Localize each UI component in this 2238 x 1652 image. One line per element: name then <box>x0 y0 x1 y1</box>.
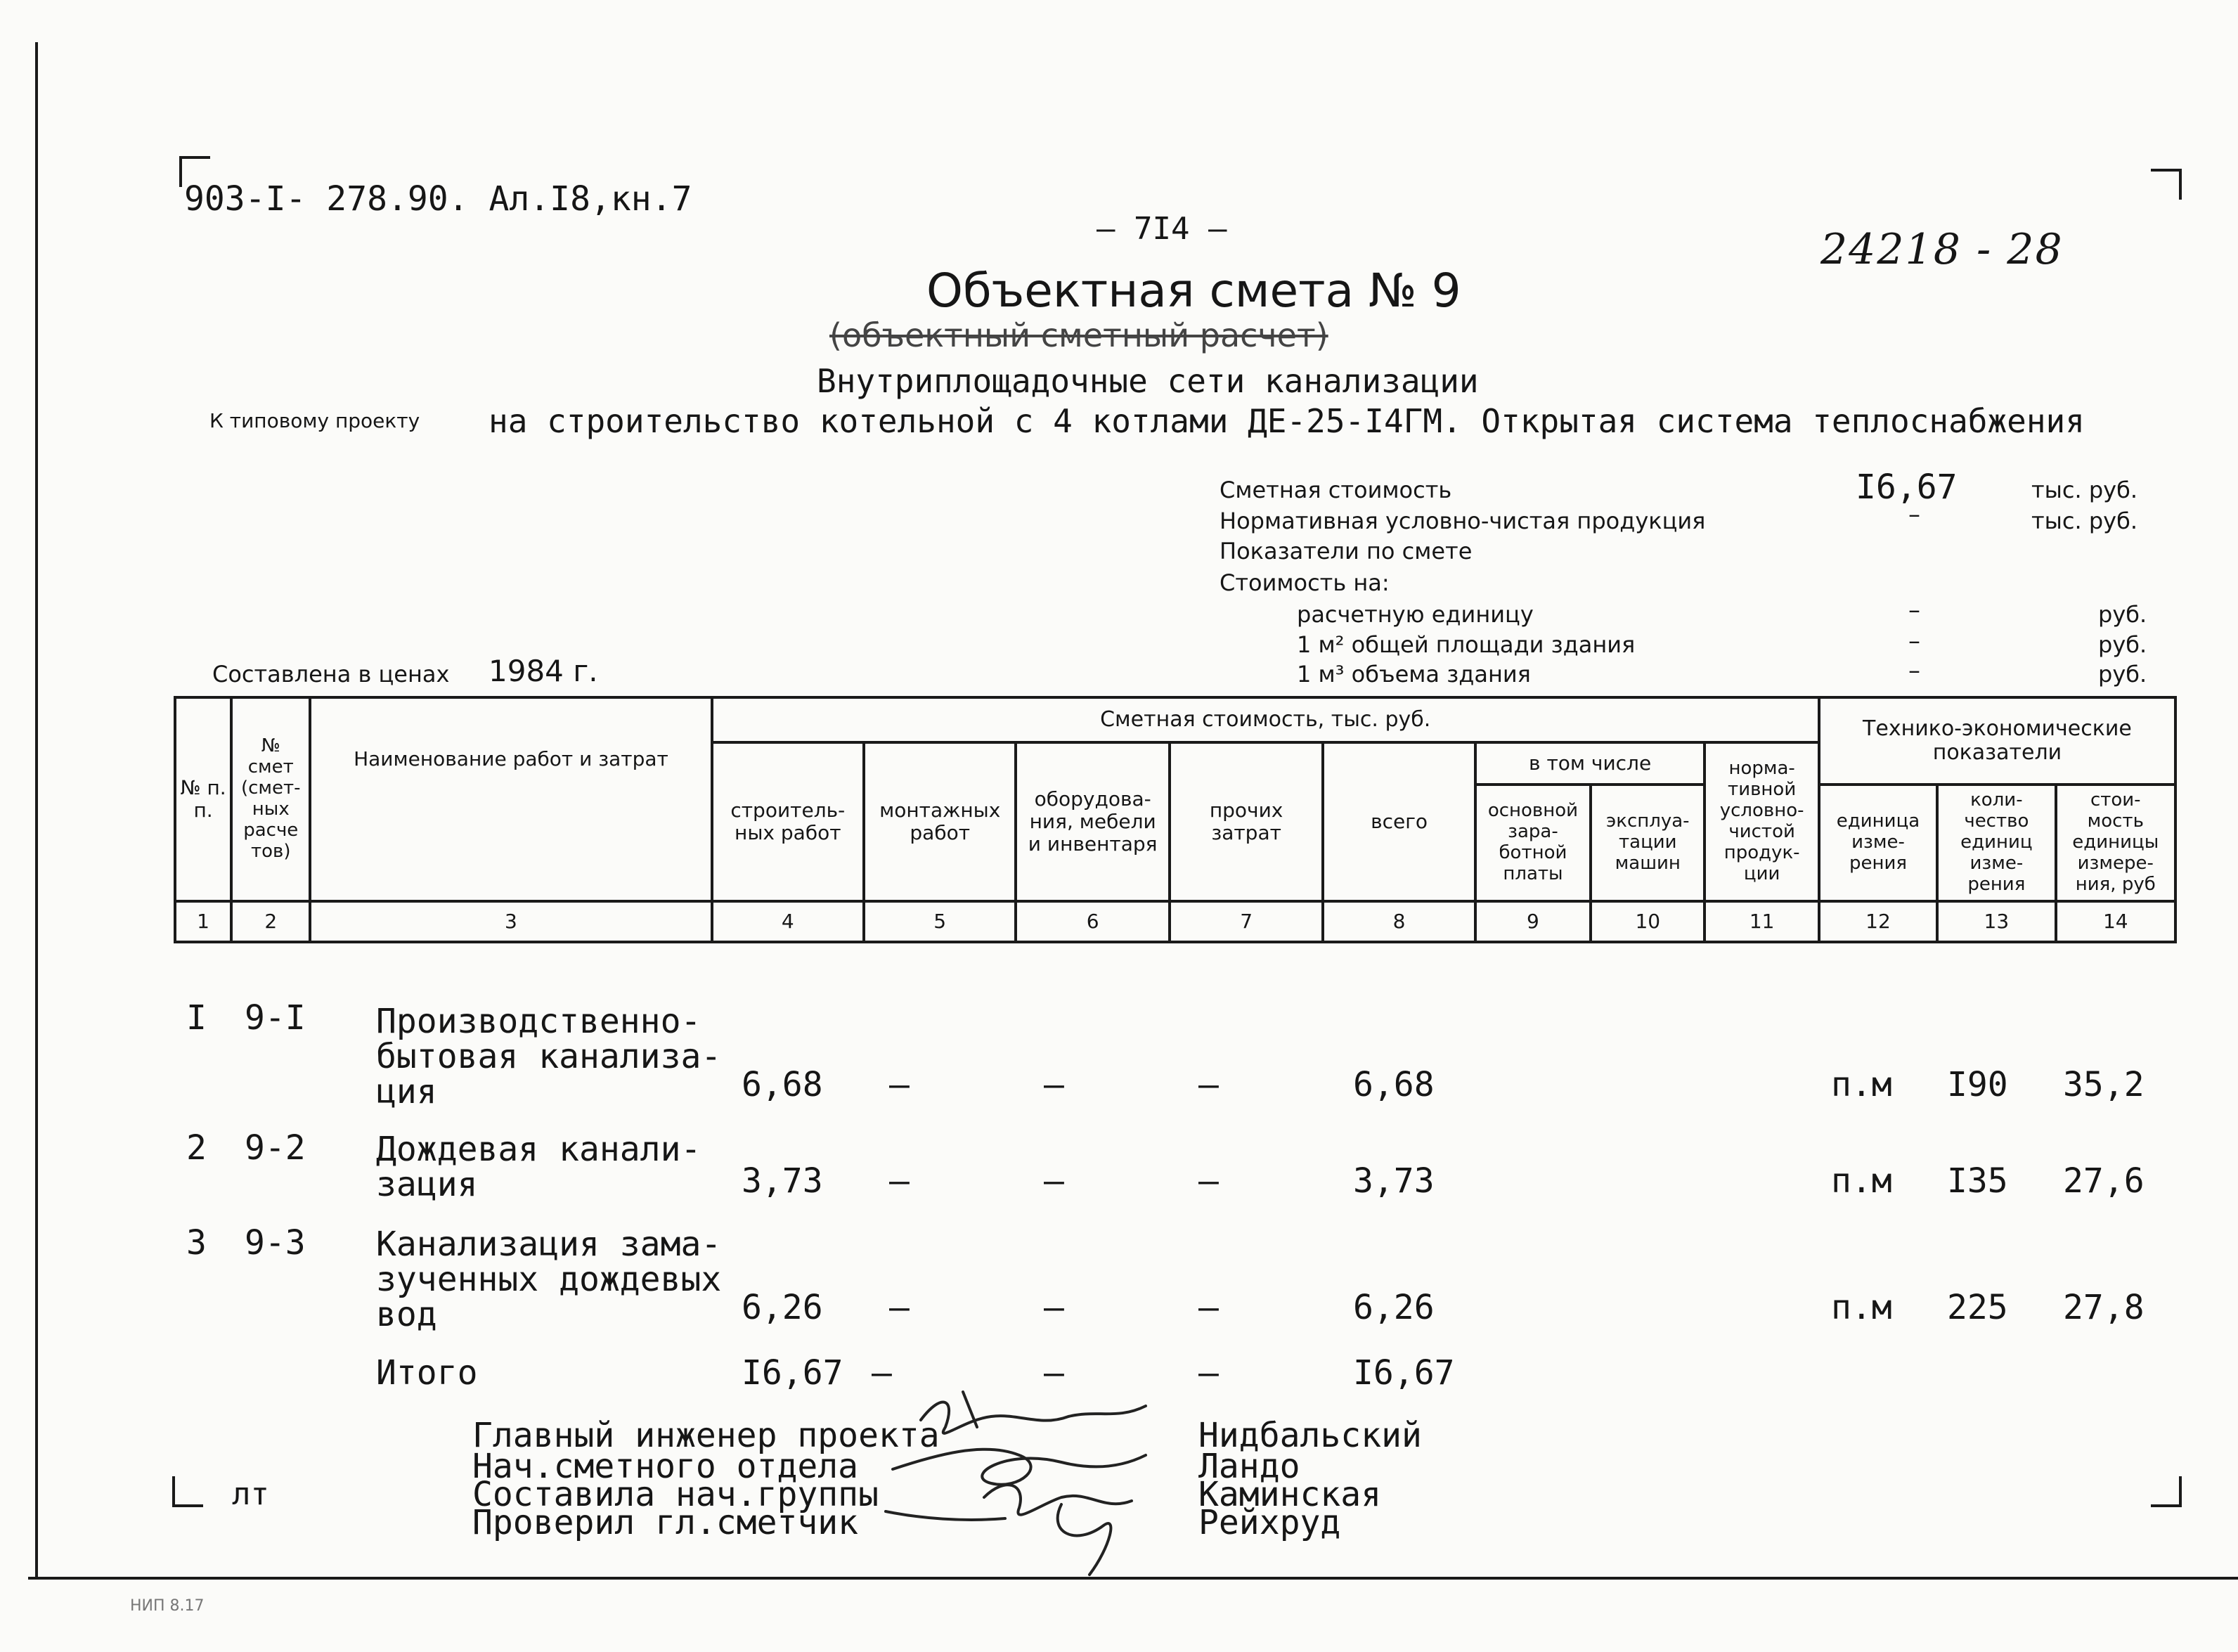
document-subtitle: Внутриплощадочные сети канализации <box>817 362 1479 400</box>
corner-mark-bottom-left <box>172 1476 203 1507</box>
total-mont-cost: – <box>872 1353 892 1393</box>
document-code: 903-I- 278.90. Ал.I8,кн.7 <box>184 179 692 219</box>
header-col-1: № п. п. <box>175 697 231 901</box>
row-name: Производственно- бытовая канализа- ция <box>376 1002 722 1111</box>
row-equip-cost: – <box>1044 1161 1064 1201</box>
row-equip-cost: – <box>1044 1065 1064 1104</box>
signature-name: Нидбальский <box>1198 1416 1422 1455</box>
summary-value: – <box>1908 596 1920 624</box>
row-mont-cost: – <box>889 1161 910 1201</box>
column-number: 5 <box>864 901 1016 942</box>
struck-subtitle: (объектный сметный расчет) <box>829 316 1328 354</box>
project-prefix: К типовому проекту <box>209 409 420 432</box>
summary-label: Показатели по смете <box>1220 538 1473 564</box>
signature-name: Каминская <box>1198 1475 1382 1514</box>
total-label: Итого <box>376 1353 478 1393</box>
summary-label: 1 м³ объема здания <box>1297 661 1531 688</box>
row-build-cost: 6,68 <box>742 1065 823 1104</box>
summary-label: Нормативная условно-чистая продукция <box>1220 508 1706 534</box>
summary-value: I6,67 <box>1856 467 1958 507</box>
row-number: 3 <box>186 1223 207 1263</box>
header-col-6: оборудова- ния, мебели и инвентаря <box>1016 742 1169 901</box>
summary-unit: тыс. руб. <box>2031 508 2137 534</box>
header-col-10: эксплуа- тации машин <box>1591 785 1705 901</box>
column-number: 8 <box>1323 901 1475 942</box>
footer-mark: лт <box>232 1476 269 1512</box>
header-col-3: Наименование работ и затрат <box>310 697 711 901</box>
estimate-table-header <box>174 696 2177 943</box>
prices-year: 1984 г. <box>489 654 598 688</box>
header-col-5: монтажных работ <box>864 742 1016 901</box>
row-number: I <box>186 998 207 1038</box>
row-quantity: 225 <box>1947 1288 2008 1327</box>
corner-mark-bottom-right <box>2151 1476 2182 1507</box>
header-col-9: основной зара- ботной платы <box>1475 785 1591 901</box>
header-col-14: стои- мость единицы измере- ния, руб <box>2056 785 2175 901</box>
column-number: 14 <box>2056 901 2175 942</box>
header-col-12: единица изме- рения <box>1819 785 1937 901</box>
row-total-cost: 3,73 <box>1353 1161 1435 1201</box>
prices-label: Составлена в ценах <box>212 661 450 688</box>
summary-unit: руб. <box>2098 631 2147 658</box>
row-other-cost: – <box>1198 1065 1219 1104</box>
row-smeta: 9-I <box>245 998 306 1038</box>
total-equip-cost: – <box>1044 1353 1064 1393</box>
summary-unit: руб. <box>2098 661 2147 688</box>
row-mont-cost: – <box>889 1065 910 1104</box>
header-col-7: прочих затрат <box>1170 742 1323 901</box>
signature-role: Главный инженер проекта <box>472 1416 940 1455</box>
row-mont-cost: – <box>889 1288 910 1327</box>
header-col-4: строитель- ных работ <box>712 742 864 901</box>
footer-stamp: НИП 8.17 <box>130 1597 205 1615</box>
row-name: Канализация зама- зученных дождевых вод <box>376 1225 722 1334</box>
signature-name: Ландо <box>1198 1447 1300 1486</box>
page-number: — 7I4 — <box>1097 211 1227 247</box>
column-number: 9 <box>1475 901 1591 942</box>
row-number: 2 <box>186 1128 207 1168</box>
row-total-cost: 6,26 <box>1353 1288 1435 1327</box>
summary-value: – <box>1908 657 1920 685</box>
row-smeta: 9-2 <box>245 1128 306 1168</box>
row-smeta: 9-3 <box>245 1223 306 1263</box>
column-number: 11 <box>1705 901 1818 942</box>
signature-role: Нач.сметного отдела <box>472 1447 859 1486</box>
row-unit: п.м <box>1831 1065 1892 1104</box>
row-other-cost: – <box>1198 1161 1219 1201</box>
header-tech-group: Технико-экономические показатели <box>1819 697 2175 785</box>
row-name: Дождевая канали- зация <box>376 1130 701 1204</box>
row-unit: п.м <box>1831 1288 1892 1327</box>
header-incl-group: в том числе <box>1475 742 1705 785</box>
signature-role: Составила нач.группы <box>472 1475 879 1514</box>
row-other-cost: – <box>1198 1288 1219 1327</box>
handwritten-code: 24218 - 28 <box>1820 225 2064 274</box>
left-border-line <box>35 42 38 1578</box>
column-number: 3 <box>310 901 711 942</box>
column-number: 12 <box>1819 901 1937 942</box>
summary-unit: тыс. руб. <box>2031 477 2137 503</box>
summary-label: расчетную единицу <box>1297 601 1534 628</box>
total-total-cost: I6,67 <box>1353 1353 1455 1393</box>
header-col-13: коли- чество единиц изме- рения <box>1937 785 2055 901</box>
signature-name: Рейхруд <box>1198 1503 1341 1542</box>
project-name: на строительство котельной с 4 котлами ДЕ-25-I4ГМ. Открытая система теплоснабжения <box>489 402 2085 440</box>
column-number: 2 <box>231 901 310 942</box>
column-number: 7 <box>1170 901 1323 942</box>
document-title: Объектная смета № 9 <box>926 264 1461 318</box>
header-col-2: № смет (смет- ных расче тов) <box>231 697 310 901</box>
row-build-cost: 6,26 <box>742 1288 823 1327</box>
summary-value: – <box>1908 627 1920 655</box>
row-total-cost: 6,68 <box>1353 1065 1435 1104</box>
row-quantity: I90 <box>1947 1065 2008 1104</box>
row-unit-cost: 27,8 <box>2063 1288 2145 1327</box>
header-col-8: всего <box>1323 742 1475 901</box>
row-unit-cost: 27,6 <box>2063 1161 2145 1201</box>
row-unit-cost: 35,2 <box>2063 1065 2145 1104</box>
column-number: 13 <box>1937 901 2055 942</box>
corner-mark-top-right <box>2151 169 2182 200</box>
column-number: 10 <box>1591 901 1705 942</box>
summary-label: Сметная стоимость <box>1220 477 1452 503</box>
summary-value: – <box>1908 501 1920 529</box>
row-equip-cost: – <box>1044 1288 1064 1327</box>
summary-label: Стоимость на: <box>1220 569 1390 596</box>
column-number: 6 <box>1016 901 1169 942</box>
total-other-cost: – <box>1198 1353 1219 1393</box>
header-col-11: норма- тивной условно- чистой продук- ции <box>1705 742 1818 901</box>
total-build-cost: I6,67 <box>742 1353 843 1393</box>
header-cost-group: Сметная стоимость, тыс. руб. <box>712 697 1819 742</box>
row-unit: п.м <box>1831 1161 1892 1201</box>
row-build-cost: 3,73 <box>742 1161 823 1201</box>
handwritten-signatures <box>879 1378 1216 1582</box>
column-number: 1 <box>175 901 231 942</box>
column-number: 4 <box>712 901 864 942</box>
signature-role: Проверил гл.сметчик <box>472 1503 859 1542</box>
summary-unit: руб. <box>2098 601 2147 628</box>
row-quantity: I35 <box>1947 1161 2008 1201</box>
summary-label: 1 м² общей площади здания <box>1297 631 1636 658</box>
